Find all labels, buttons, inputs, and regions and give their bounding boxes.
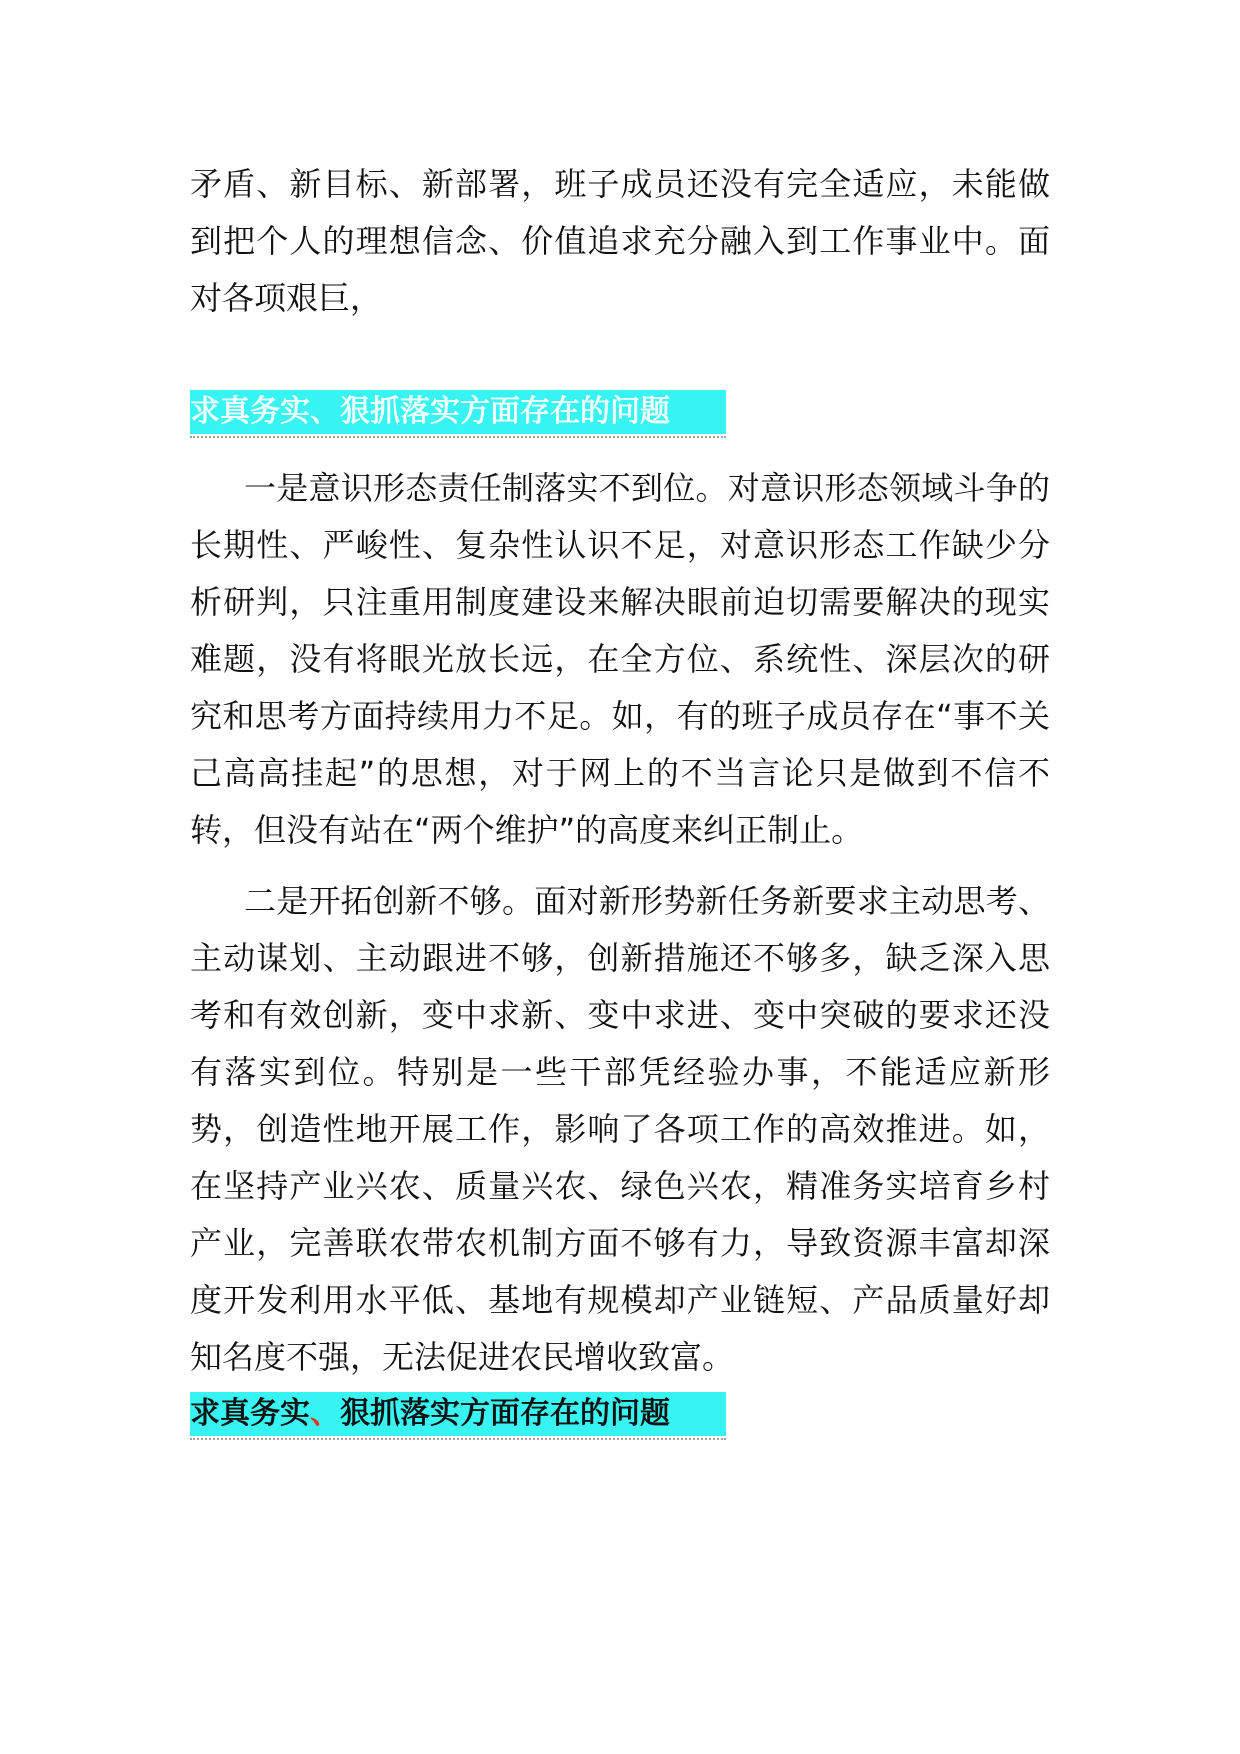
- heading-separator: 、: [310, 394, 340, 429]
- heading-separator: 、: [310, 1396, 340, 1431]
- heading-underline-dotted: [190, 1432, 726, 1440]
- heading-underline-dotted: [190, 430, 726, 438]
- heading-text-part1: 求真务实: [190, 1396, 310, 1431]
- body-paragraph-innovation: 二是开拓创新不够。面对新形势新任务新要求主动思考、主动谋划、主动跟进不够，创新措施还不够多，缺乏深入思考和有效创新，变中求新、变中求进、变中突破的要求还没有落实到位。特别是一些干部凭经验办事，不能适应新形势，创造性地开展工作，影响了各项工作的高效推进。如，在坚持产业兴农、质量兴农、绿色兴农，精准务实培育乡村产业，完善联农带农机制方面不够有力，导致资源丰富却深度开发利用水平低、基地有规模却产业链短、产品质量好却知名度不强，无法促进农民增收致富。: [190, 882, 1050, 1376]
- heading-text-part2: 狠抓落实方面存在的问题: [340, 394, 670, 429]
- body-paragraph-continued: 矛盾、新目标、新部署，班子成员还没有完全适应，未能做到把个人的理想信念、价值追求充分融入到工作事业中。面对各项艰巨，: [190, 165, 1050, 317]
- heading-text-part2: 狠抓落实方面存在的问题: [340, 1396, 670, 1431]
- body-paragraph-ideology: 一是意识形态责任制落实不到位。对意识形态领域斗争的长期性、严峻性、复杂性认识不足，对意识形态工作缺少分析研判，只注重用制度建设来解决眼前迫切需要解决的现实难题，没有将眼光放长远，在全方位、系统性、深层次的研究和思考方面持续用力不足。如，有的班子成员存在“事不关己高高挂起”的思想，对于网上的不当言论只是做到不信不转，但没有站在“两个维护”的高度来纠正制止。: [190, 469, 1050, 849]
- section-heading-highlighted-faded: [190, 390, 726, 434]
- heading-text-part1: 求真务实: [190, 394, 310, 429]
- section-heading-highlighted: [190, 1392, 726, 1436]
